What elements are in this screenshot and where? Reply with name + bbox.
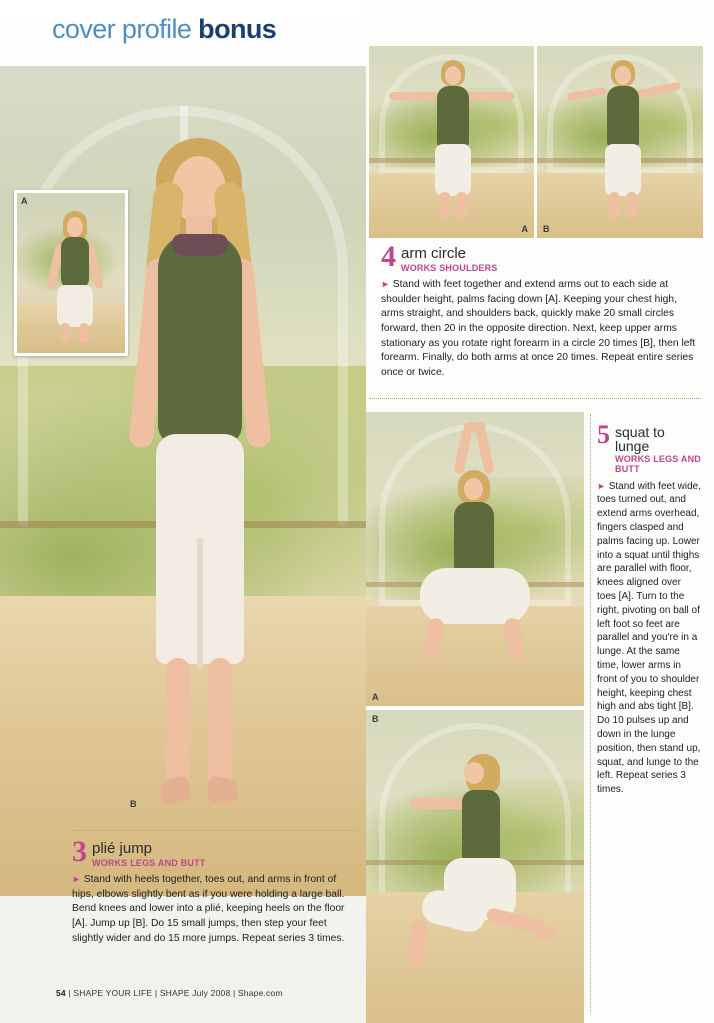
photo4b-model-leg-left [609,192,620,218]
photo5b-model-back-foot [534,926,556,940]
photo4a-model-tank-top [437,86,469,148]
bullet-triangle-icon: ► [72,874,81,885]
photo-arm-circle-b [537,46,703,238]
divider-rule-horizontal [369,398,701,399]
exercise-5-number: 5 [597,420,610,449]
hero-model-foot-right [206,775,241,807]
exercise-block-4 [381,240,696,380]
page-number: 54 [56,988,66,998]
photo5a-model-leg-left [423,617,445,661]
exercise-5-body [597,480,701,797]
exercise-5-subtitle: WORKS LEGS AND BUTT [615,454,701,475]
inset-model-tank-top [61,237,89,289]
inset-model-figure [51,211,97,341]
exercise-4-title: arm circle [401,245,467,262]
photo5b-model-face [464,762,484,784]
exercise-3-body-text: Stand with heels together, toes out, and arms in front of hips, elbows slightly bent as if you were holding a large ball. Bend knees and lower into a plié, keeping heels on the floor [A]. Jump up [B]. Do 15 small jumps, then step your feet slightly wider and do 15 more jumps. Repeat series 3 times. [72,874,345,944]
inset-photo-plie-jump-a [14,190,128,356]
photo4b-model-capri-pants [605,144,641,196]
photo4a-model-leg-right [456,192,467,218]
photo5a-model-tank-top [454,502,494,574]
photo5a-model-arm-right [475,427,494,474]
exercise-3-subtitle: WORKS LEGS AND BUTT [92,857,206,868]
exercise-3-body [72,873,358,946]
hero-model-leg-right [208,658,232,788]
exercise-5-body-text: Stand with feet wide, toes turned out, and extend arms overhead, fingers clasped and palms facing up. Lower into a squat until thighs are parallel with floor, knees aligned over toes [A]. Turn to the right, pivoting on ball of left foot so feet are parallel and you're in a lunge. At the same time, lower arms in front of you to shoulder height, keeping chest high and abs tight [B]. Do 10 pulses up and down in the lunge position, then stand up, squat, and lunge to the left. Repeat series 3 times. [597,480,701,796]
inset-photo-label-a: A [21,196,28,206]
exercise-4-heading [381,240,696,273]
photo4a-model-arm-left [389,92,437,100]
photo5a-label: A [372,692,379,702]
photo4a-model-capri-pants [435,144,471,196]
bullet-triangle-icon: ► [597,480,606,491]
exercise-3-number: 3 [72,835,87,868]
photo4b-model-tank-top [607,86,639,148]
hero-model-pants-shadow [197,538,203,668]
divider-rule-exercise-3 [72,830,358,831]
exercise-block-5 [597,420,701,797]
photo4a-model-arm-right [467,92,515,100]
photo5b-model-tank-top [462,790,500,864]
photo4a-label: A [521,224,528,234]
divider-rule-vertical [590,414,591,1014]
exercise-block-3 [72,835,358,946]
page-title-bold: bonus [198,14,277,44]
exercise-4-number: 4 [381,240,396,273]
exercise-4-body [381,278,696,380]
exercise-5-heading [597,420,701,475]
photo5b-model-arm-forward [410,798,470,809]
inset-model-capri-pants [57,285,93,327]
photo-squat-to-lunge-b [366,710,584,1023]
hero-model-figure [128,138,268,838]
exercise-3-heading [72,835,358,868]
photo5a-model-face [464,478,483,500]
exercise-4-subtitle: WORKS SHOULDERS [401,262,498,273]
photo5a-model-arm-left [453,427,472,474]
inset-model-face [67,217,83,237]
photo5b-label: B [372,714,379,724]
photo4a-model-figure [415,60,489,230]
photo4b-label: B [543,224,550,234]
page-title [52,14,276,45]
photo5a-model-figure [424,428,534,688]
photo5a-model-clasped-hands [464,422,486,432]
hero-model-foot-left [158,775,193,807]
photo4a-model-leg-left [439,192,450,218]
page-title-light: cover profile [52,14,192,44]
exercise-4-body-text: Stand with feet together and extend arms out to each side at shoulder height, palms facing down [A]. Keeping your chest high, arms straight, and shoulders back, quickly make 20 small circles forward, then 20 in the opposite direction. Next, keep upper arms stationary as you rotate right forearm in a circle 20 times [B], then left forearm. Finally, do both arms at once 20 times. Repeat entire series once or twice. [381,279,696,378]
hero-photo-label-b: B [130,799,137,809]
footer-text: | SHAPE YOUR LIFE | SHAPE July 2008 | Shape.com [68,988,283,998]
inset-model-leg-left [60,323,70,343]
hero-photo-plie-jump-b [0,66,366,896]
photo4b-model-leg-right [626,192,637,218]
hero-model-leg-left [166,658,190,788]
photo-arm-circle-a [369,46,534,238]
photo5b-model-figure [428,754,548,1004]
exercise-5-title: squat to lunge [615,424,665,454]
hero-model-collar [172,234,228,256]
page-footer [56,988,283,998]
photo5a-model-capri-pants [420,568,530,624]
photo4b-model-figure [585,60,659,230]
bullet-triangle-icon: ► [381,279,390,290]
photo5a-model-leg-right [503,617,525,661]
photo4a-model-face [445,66,461,85]
inset-model-leg-right [79,323,89,343]
photo-squat-to-lunge-a [366,412,584,706]
photo4b-model-face [615,66,631,85]
hero-model-tank-top [158,234,242,444]
exercise-3-title: plié jump [92,840,153,857]
